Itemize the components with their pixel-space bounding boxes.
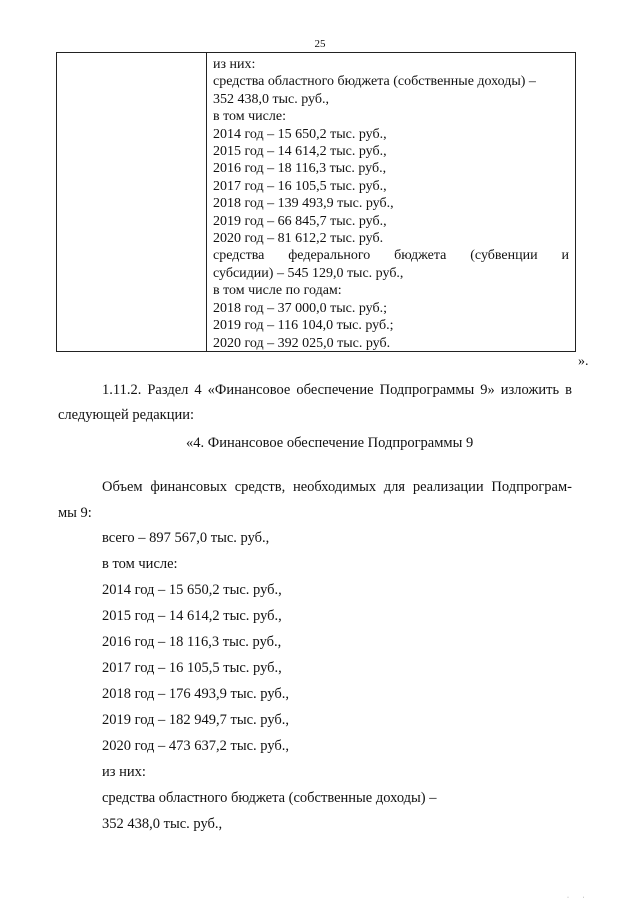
table-line: 2020 год – 81 612,2 тыс. руб. xyxy=(213,231,384,247)
list-item: в том числе: xyxy=(102,556,178,572)
table-line: 352 438,0 тыс. руб., xyxy=(213,91,329,107)
funding-list xyxy=(102,528,436,840)
list-item: 2018 год – 176 493,9 тыс. руб., xyxy=(102,686,290,702)
table-line: в том числе по годам: xyxy=(213,283,342,299)
list-item: всего – 897 567,0 тыс. руб., xyxy=(102,530,270,546)
table-line: 2017 год – 16 105,5 тыс. руб., xyxy=(213,178,387,194)
list-item: 2017 год – 16 105,5 тыс. руб., xyxy=(102,660,282,676)
list-item: 2016 год – 18 116,3 тыс. руб., xyxy=(102,634,282,650)
list-item: 2019 год – 182 949,7 тыс. руб., xyxy=(102,712,290,728)
list-item: 2015 год – 14 614,2 тыс. руб., xyxy=(102,608,282,624)
section-paragraph-line1: 1.11.2. Раздел 4 «Финансовое обеспечение Подпрограммы 9» изложить в xyxy=(102,382,572,398)
list-item: 352 438,0 тыс. руб., xyxy=(102,816,223,832)
table-line: 2020 год – 392 025,0 тыс. руб. xyxy=(213,335,391,351)
table-line-federal: средства федерального бюджета (субвенции и xyxy=(213,248,569,264)
list-item: средства областного бюджета (собственные доходы) – xyxy=(102,790,437,806)
table-line: 2019 год – 116 104,0 тыс. руб.; xyxy=(213,318,394,334)
section-paragraph-line2: следующей редакции: xyxy=(58,407,195,423)
table-line: 2019 год – 66 845,7 тыс. руб., xyxy=(213,213,387,229)
financing-table xyxy=(56,52,576,352)
table-line: из них: xyxy=(213,57,256,72)
list-item: из них: xyxy=(102,764,146,780)
table-line: 2018 год – 37 000,0 тыс. руб.; xyxy=(213,300,387,316)
list-item: 2020 год – 473 637,2 тыс. руб., xyxy=(102,738,290,754)
closing-quote: ». xyxy=(578,354,589,369)
table-line: 2018 год – 139 493,9 тыс. руб., xyxy=(213,196,394,212)
table-line: 2016 год – 18 116,3 тыс. руб., xyxy=(213,161,387,177)
table-line: 2015 год – 14 614,2 тыс. руб., xyxy=(213,144,387,160)
volume-paragraph-line1: Объем финансовых средств, необходимых для реализации Подпрограм- xyxy=(102,479,572,495)
table-line: в том числе: xyxy=(213,109,286,125)
page-number: 25 xyxy=(314,38,326,50)
section-heading: «4. Финансовое обеспечение Подпрограммы 9 xyxy=(186,435,474,451)
table-line: средства областного бюджета (собственные доходы) – xyxy=(213,74,536,90)
table-left-cell xyxy=(57,53,207,351)
footer-mark: · · xyxy=(567,895,591,901)
table-line: 2014 год – 15 650,2 тыс. руб., xyxy=(213,126,387,142)
table-line: субсидии) – 545 129,0 тыс. руб., xyxy=(213,265,404,281)
list-item: 2014 год – 15 650,2 тыс. руб., xyxy=(102,582,282,598)
table-right-cell xyxy=(207,53,575,351)
volume-paragraph-line2: мы 9: xyxy=(58,505,92,521)
